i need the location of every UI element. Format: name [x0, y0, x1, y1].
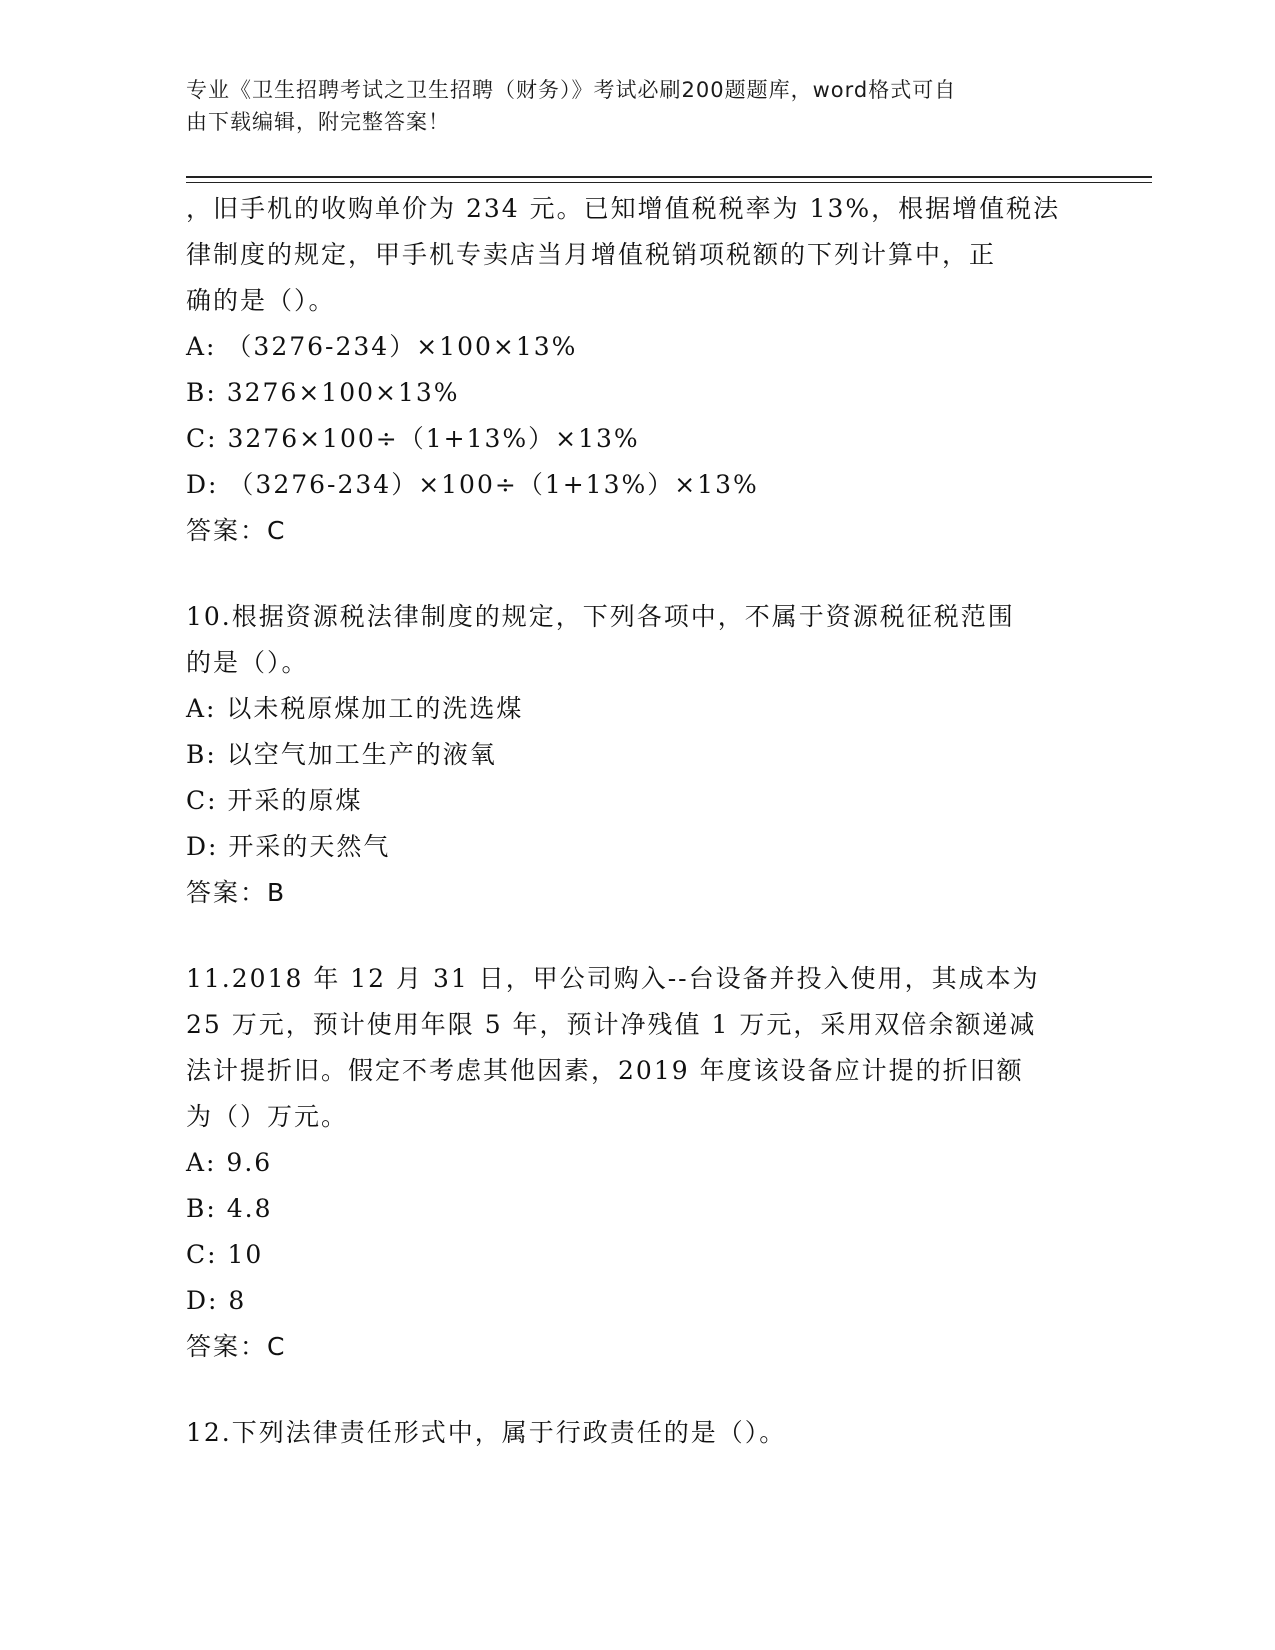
option-d: D: 8: [186, 1286, 247, 1315]
question-text-line: 12.下列法律责任形式中，属于行政责任的是（）。: [186, 1418, 787, 1447]
option-c: C: 10: [186, 1240, 264, 1269]
question-10: [186, 594, 1086, 916]
option-a: A: 9.6: [186, 1148, 273, 1177]
document-header: [186, 74, 1066, 138]
question-11: [186, 956, 1086, 1370]
option-a: A: 以未税原煤加工的洗选煤: [186, 694, 524, 723]
option-b: B: 以空气加工生产的液氧: [186, 740, 497, 769]
answer: 答案：C: [186, 516, 287, 545]
question-text-line: 11.2018 年 12 月 31 日，甲公司购入--台设备并投入使用，其成本为: [186, 964, 1040, 993]
option-a: A: （3276-234）×100×13%: [186, 332, 578, 361]
question-9: [186, 186, 1086, 554]
header-line-2: 由下载编辑，附完整答案！: [186, 110, 450, 134]
answer: 答案：B: [186, 878, 287, 907]
question-list: [186, 186, 1086, 1456]
header-line-1: 专业《卫生招聘考试之卫生招聘（财务）》考试必刷200题题库，word格式可自: [186, 78, 957, 102]
question-text-line: 10.根据资源税法律制度的规定，下列各项中，不属于资源税征税范围: [186, 602, 1015, 631]
option-b: B: 4.8: [186, 1194, 273, 1223]
answer: 答案：C: [186, 1332, 287, 1361]
question-12: [186, 1410, 1086, 1456]
option-b: B: 3276×100×13%: [186, 378, 460, 407]
option-c: C: 3276×100÷（1+13%）×13%: [186, 424, 640, 453]
header-divider-thick: [186, 176, 1152, 178]
option-c: C: 开采的原煤: [186, 786, 363, 815]
question-text-line: ，旧手机的收购单价为 234 元。已知增值税税率为 13%，根据增值税法: [186, 194, 1061, 223]
question-text-line: 25 万元，预计使用年限 5 年，预计净残值 1 万元，采用双倍余额递减: [186, 1010, 1037, 1039]
option-d: D: 开采的天然气: [186, 832, 391, 861]
question-text-line: 确的是（）。: [186, 286, 336, 315]
question-text-line: 为（）万元。: [186, 1102, 349, 1131]
option-d: D: （3276-234）×100÷（1+13%）×13%: [186, 470, 759, 499]
question-text-line: 的是（）。: [186, 648, 309, 677]
question-text-line: 法计提折旧。假定不考虑其他因素，2019 年度该设备应计提的折旧额: [186, 1056, 1024, 1085]
header-divider-thin: [186, 182, 1152, 183]
question-text-line: 律制度的规定，甲手机专卖店当月增值税销项税额的下列计算中，正: [186, 240, 997, 269]
